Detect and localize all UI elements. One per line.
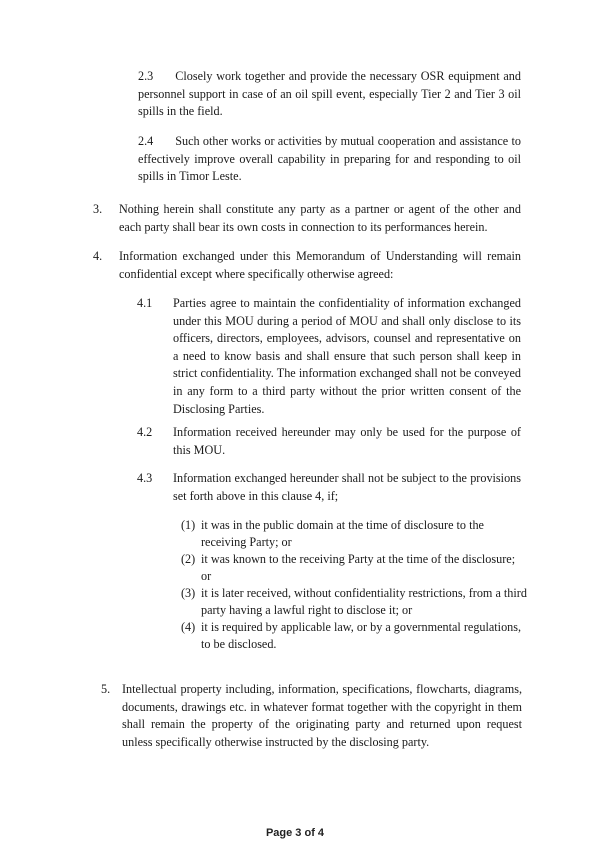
- condition-2-number: (2): [181, 552, 196, 566]
- clause-4-number: 4.: [93, 249, 103, 263]
- clause-2-3: [138, 68, 521, 121]
- condition-1-line1: it was in the public domain at the time of disclosure to the: [201, 518, 484, 532]
- condition-4-line2: to be disclosed.: [201, 637, 277, 651]
- clause-5-text: Intellectual property including, information, specifications, flowcharts, diagrams, documents, drawings etc. in whatever format together with the copyright in them shall remain the property of the originating party and returned upon request unless specifically otherwise instructed by the disclosing party.: [122, 682, 522, 749]
- condition-3-line2: party having a lawful right to disclose it; or: [201, 603, 413, 617]
- clause-3-number: 3.: [93, 202, 103, 216]
- clause-2-4-text: Such other works or activities by mutual cooperation and assistance to effectively improve overall capability in preparing for and responding to oil spills in Timor Leste.: [138, 134, 521, 184]
- clause-4-3-number: 4.3: [137, 471, 153, 485]
- clause-4-3-text: Information exchanged hereunder shall not be subject to the provisions set forth above in this clause 4, if;: [173, 471, 521, 503]
- condition-3-number: (3): [181, 586, 196, 600]
- clause-2-3-text: Closely work together and provide the necessary OSR equipment and personnel support in case of an oil spill event, especially Tier 2 and Tier 3 oil spills in the field.: [138, 69, 521, 119]
- condition-2-line1: it was known to the receiving Party at the time of the disclosure;: [201, 552, 516, 566]
- clause-2-4-number: 2.4: [138, 134, 154, 148]
- clause-4-2-number: 4.2: [137, 425, 153, 439]
- condition-4-number: (4): [181, 620, 196, 634]
- clause-2-4: [138, 133, 521, 186]
- clause-4-1-number: 4.1: [137, 296, 153, 310]
- condition-4-line1: it is required by applicable law, or by a governmental regulations,: [201, 620, 522, 634]
- condition-3-line1: it is later received, without confidentiality restrictions, from a third: [201, 586, 527, 600]
- clause-4-1-text: Parties agree to maintain the confidentiality of information exchanged under this MOU during a period of MOU and shall only disclose to its officers, directors, employees, advisors, counsel and representative on a need to know basis and shall ensure that such person shall keep in strict confidentiality. The information exchanged shall not be conveyed in any form to a third party without the prior written consent of the Disclosing Parties.: [173, 296, 521, 416]
- condition-1-line2: receiving Party; or: [201, 535, 292, 549]
- page-number-footer: Page 3 of 4: [265, 827, 325, 839]
- clause-4-text: Information exchanged under this Memorandum of Understanding will remain confidential except where specifically otherwise agreed:: [119, 249, 521, 281]
- clause-2-3-number: 2.3: [138, 69, 154, 83]
- clause-4-2-text: Information received hereunder may only be used for the purpose of this MOU.: [173, 425, 521, 457]
- clause-5-number: 5.: [101, 682, 111, 696]
- clause-3-text: Nothing herein shall constitute any party as a partner or agent of the other and each party shall bear its own costs in connection to its performances herein.: [119, 202, 521, 234]
- condition-2-line2: or: [201, 569, 212, 583]
- condition-1-number: (1): [181, 518, 196, 532]
